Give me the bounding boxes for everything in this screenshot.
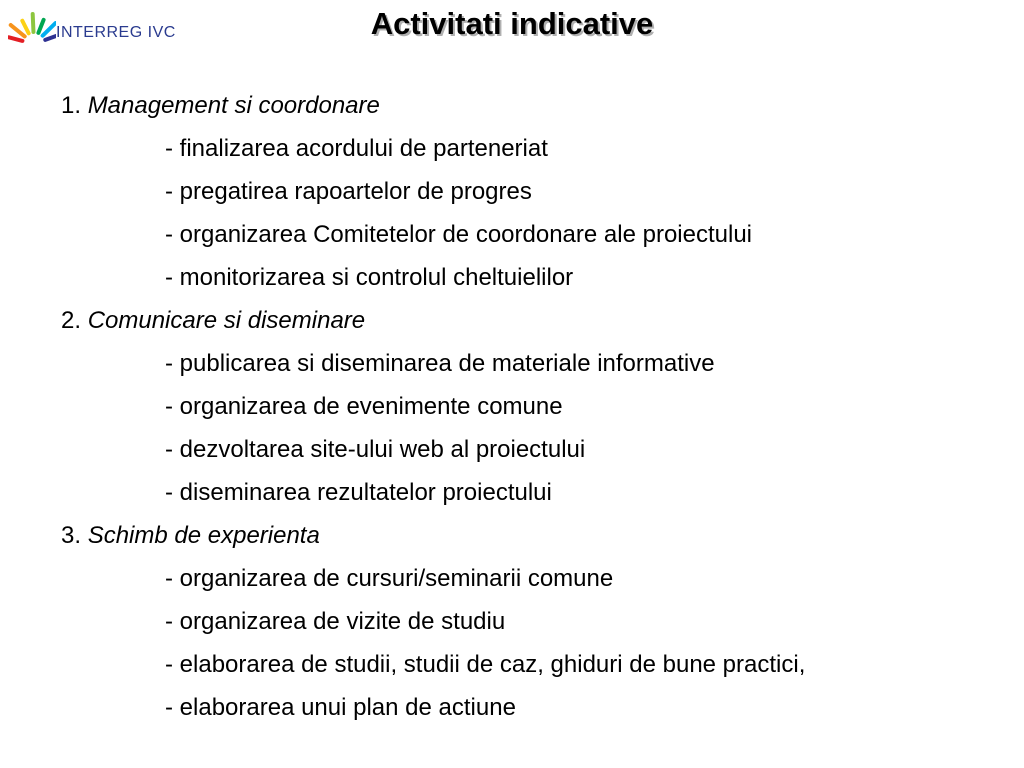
list-item: - pregatirea rapoartelor de progres <box>165 178 532 205</box>
section-number: 1. <box>61 92 82 119</box>
list-item: - diseminarea rezultatelor proiectului <box>165 479 552 506</box>
list-item: - organizarea de cursuri/seminarii comune <box>165 565 614 592</box>
section-name: Management si coordonare <box>87 92 380 119</box>
section-heading <box>61 299 1001 342</box>
section-name: Schimb de experienta <box>87 522 320 549</box>
slide-title: Activitati indicative <box>370 6 654 41</box>
list-item: - finalizarea acordului de parteneriat <box>165 135 548 162</box>
list-item: - dezvoltarea site-ului web al proiectului <box>165 436 586 463</box>
list-item: - monitorizarea si controlul cheltuielilor <box>165 264 574 291</box>
list-item: - organizarea Comitetelor de coordonare ale proiectului <box>165 221 752 248</box>
section-heading <box>61 84 1001 127</box>
list-item: - organizarea de evenimente comune <box>165 393 563 420</box>
section-number: 3. <box>61 522 82 549</box>
section-heading <box>61 514 1001 557</box>
activity-list <box>61 84 1001 729</box>
list-item: - elaborarea de studii, studii de caz, ghiduri de bune practici, <box>165 651 806 678</box>
list-item: - publicarea si diseminarea de materiale informative <box>165 350 715 377</box>
section-name: Comunicare si diseminare <box>87 307 366 334</box>
section-number: 2. <box>61 307 82 334</box>
list-item: - elaborarea unui plan de actiune <box>165 694 516 721</box>
list-item: - organizarea de vizite de studiu <box>165 608 506 635</box>
logo-text: INTERREG IVC <box>56 24 176 41</box>
